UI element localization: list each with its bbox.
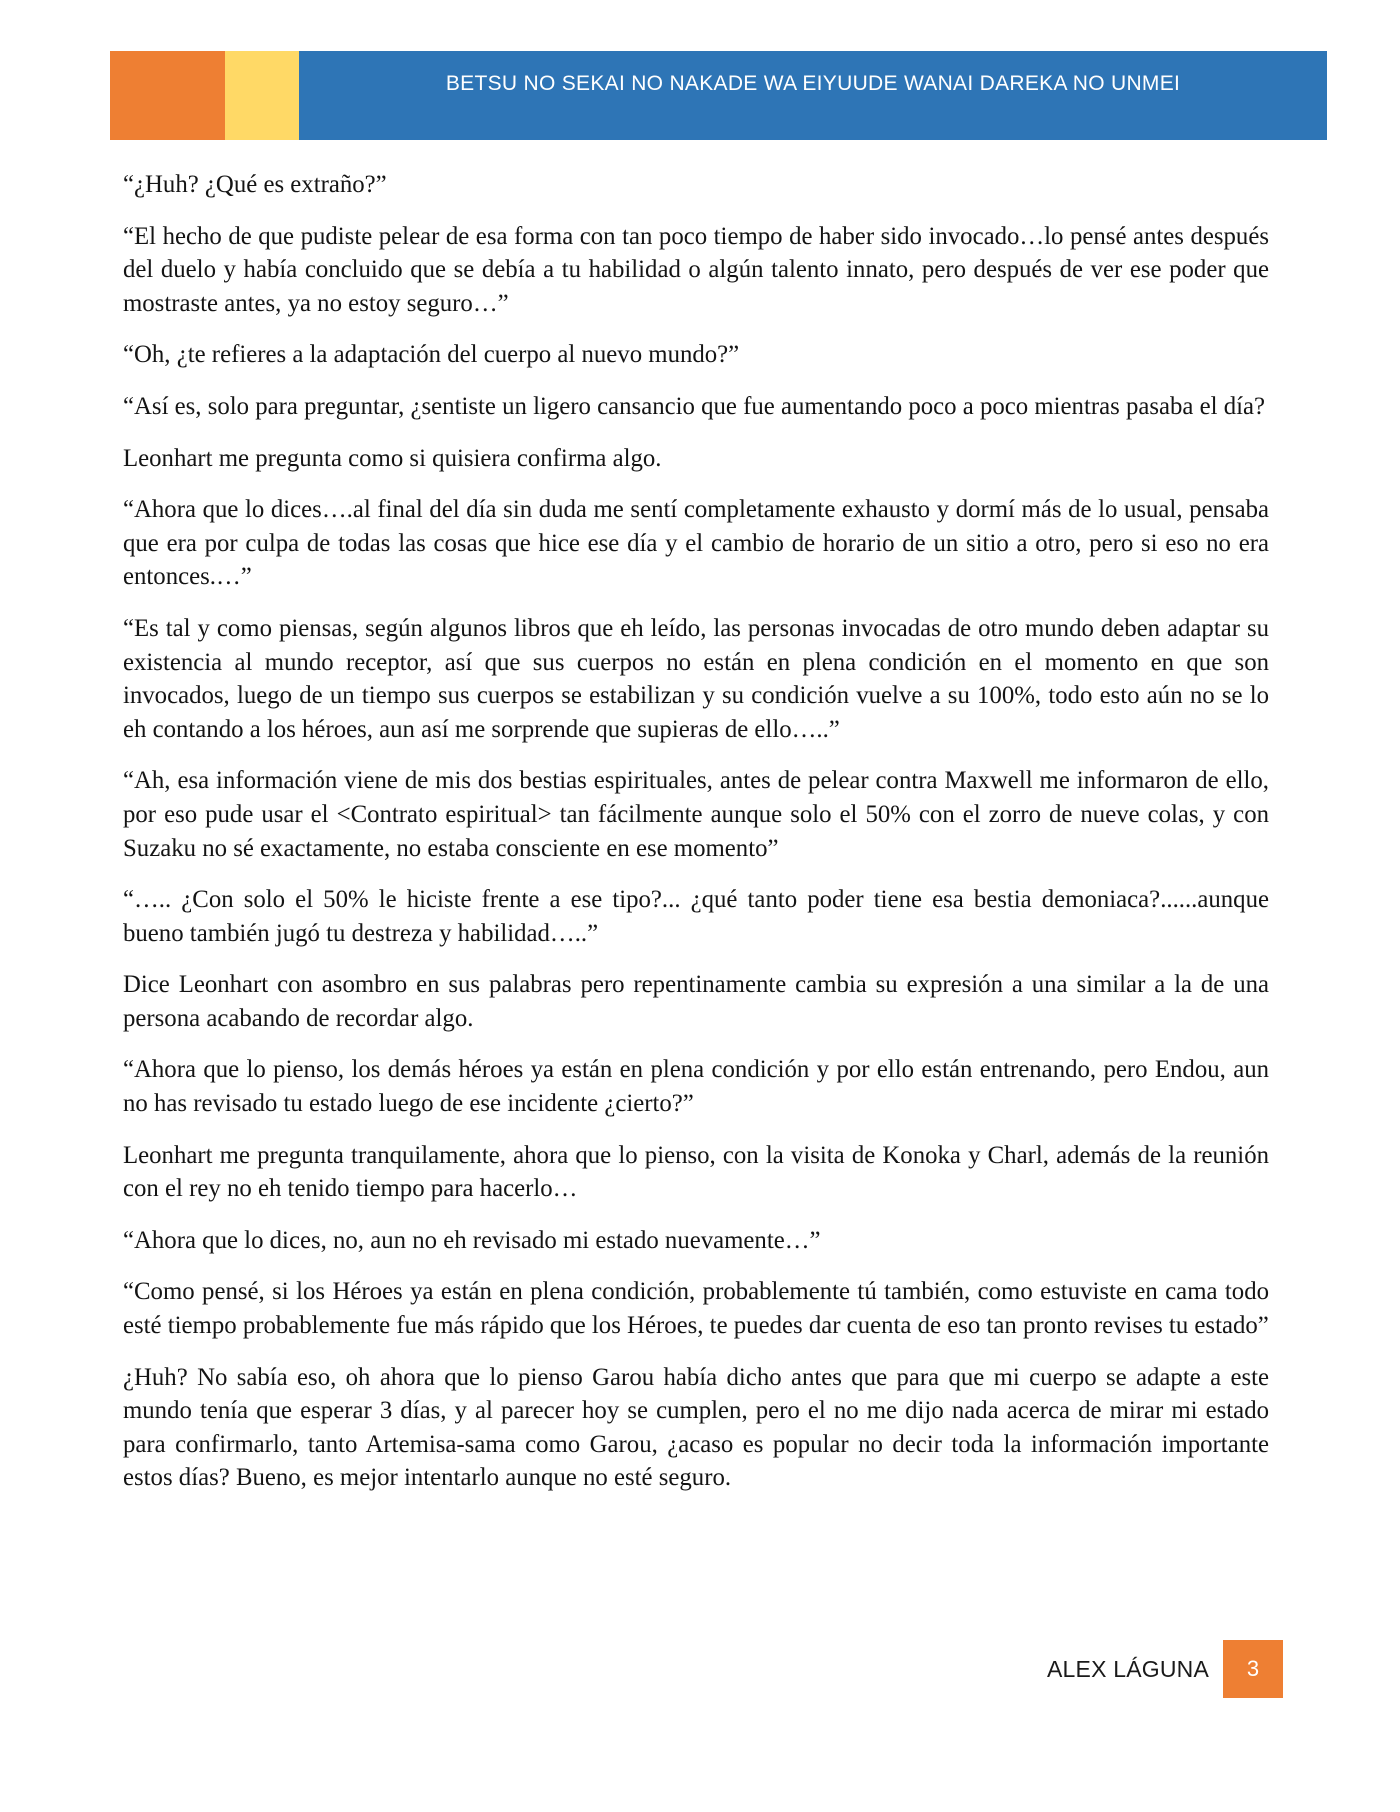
paragraph: ¿Huh? No sabía eso, oh ahora que lo pienso Garou había dicho antes que para que mi cuerpo se adapte a este mundo tenía que esperar 3 días, y al parecer hoy se cumplen, pero el no me dijo nada acerca de mirar mi estado para confirmarlo, tanto Artemisa-sama como Garou, ¿acaso es popular no decir toda la información importante estos días? Bueno, es mejor intentarlo aunque no esté seguro. bbox=[123, 1363, 1269, 1492]
footer-author: ALEX LÁGUNA bbox=[1047, 1655, 1209, 1682]
paragraph: Leonhart me pregunta como si quisiera confirma algo. bbox=[123, 444, 662, 472]
page-number-badge: 3 bbox=[1223, 1640, 1283, 1698]
page-header bbox=[110, 51, 1327, 140]
header-orange-block bbox=[110, 51, 225, 140]
paragraph: “Ahora que lo dices, no, aun no eh revisado mi estado nuevamente…” bbox=[123, 1226, 821, 1254]
paragraph: “….. ¿Con solo el 50% le hiciste frente a ese tipo?... ¿qué tanto poder tiene esa bestia demoniaca?......aunque bueno también jugó tu destreza y habilidad…..” bbox=[123, 886, 1269, 947]
paragraph: “Como pensé, si los Héroes ya están en plena condición, probablemente tú también, como estuviste en cama todo esté tiempo probablemente fue más rápido que los Héroes, te puedes dar cuenta de eso tan pronto revises tu estado” bbox=[123, 1278, 1269, 1340]
document-body bbox=[123, 168, 1269, 1513]
paragraph: “Ah, esa información viene de mis dos bestias espirituales, antes de pelear contra Maxwell me informaron de ello, por eso pude usar el <Contrato espiritual> tan fácilmente aunque solo el 50% con el zorro de nueve colas, y con Suzaku no sé exactamente, no estaba consciente en ese momento” bbox=[123, 767, 1269, 862]
paragraph: “¿Huh? ¿Qué es extraño?” bbox=[123, 171, 387, 198]
page-footer bbox=[1047, 1640, 1283, 1698]
header-yellow-block bbox=[225, 51, 299, 140]
header-title: BETSU NO SEKAI NO NAKADE WA EIYUUDE WANAI DAREKA NO UNMEI bbox=[445, 72, 1181, 95]
header-title-bar bbox=[299, 51, 1327, 140]
paragraph: “Ahora que lo dices….al final del día sin duda me sentí completamente exhausto y dormí más de lo usual, pensaba que era por culpa de todas las cosas que hice ese día y el cambio de horario de un sitio a otro, pero si eso no era entonces.…” bbox=[123, 496, 1269, 591]
paragraph: Dice Leonhart con asombro en sus palabras pero repentinamente cambia su expresión a una similar a la de una persona acabando de recordar algo. bbox=[123, 971, 1269, 1032]
paragraph: “Oh, ¿te refieres a la adaptación del cuerpo al nuevo mundo?” bbox=[123, 341, 740, 369]
paragraph: “El hecho de que pudiste pelear de esa forma con tan poco tiempo de haber sido invocado…lo pensé antes después del duelo y había concluido que se debía a tu habilidad o algún talento innato, pero después de ver ese poder que mostraste antes, ya no estoy seguro…” bbox=[123, 222, 1269, 317]
paragraph: Leonhart me pregunta tranquilamente, ahora que lo pienso, con la visita de Konoka y Charl, además de la reunión con el rey no eh tenido tiempo para hacerlo… bbox=[123, 1141, 1269, 1203]
paragraph: “Ahora que lo pienso, los demás héroes ya están en plena condición y por ello están entrenando, pero Endou, aun no has revisado tu estado luego de ese incidente ¿cierto?” bbox=[123, 1056, 1269, 1118]
paragraph: “Así es, solo para preguntar, ¿sentiste un ligero cansancio que fue aumentando poco a poco mientras pasaba el día? bbox=[123, 392, 1266, 420]
paragraph: “Es tal y como piensas, según algunos libros que eh leído, las personas invocadas de otro mundo deben adaptar su existencia al mundo receptor, así que sus cuerpos no están en plena condición en el momento en que son invocados, luego de un tiempo sus cuerpos se estabilizan y su condición vuelve a su 100%, todo esto aún no se lo eh contando a los héroes, aun así me sorprende que supieras de ello…..” bbox=[123, 614, 1269, 743]
